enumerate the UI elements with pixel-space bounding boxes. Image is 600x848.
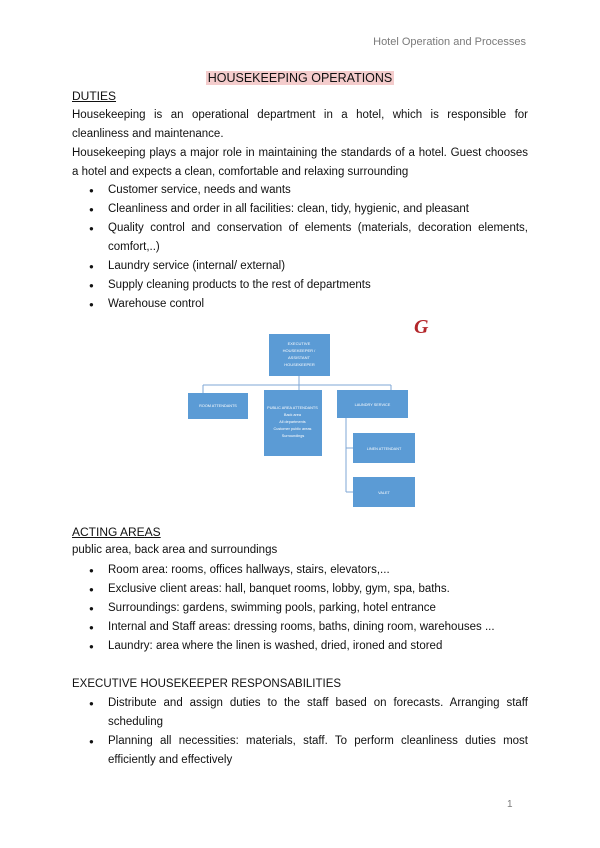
laundry-service-label: LAUNDRY SERVICE bbox=[354, 403, 391, 407]
list-item: ● Distribute and assign duties to the staff based on forecasts. Arranging staff scheduling bbox=[72, 694, 528, 732]
acting-areas-heading: ACTING AREAS bbox=[72, 525, 161, 539]
acting-areas-intro: public area, back area and surroundings bbox=[72, 544, 278, 556]
executive-box-line-3: ASSISTANT bbox=[288, 355, 310, 360]
list-item: ● Planning all necessities: materials, staff. To perform cleanliness duties most efficiently and effectively bbox=[72, 732, 528, 770]
duties-list bbox=[72, 181, 528, 314]
public-area-line-5: Surroundings bbox=[281, 434, 305, 438]
page-number: 1 bbox=[507, 799, 513, 810]
public-area-line-4: Customer public areas bbox=[273, 427, 312, 431]
list-item: ● Internal and Staff areas: dressing rooms, baths, dining room, warehouses ... bbox=[72, 618, 528, 637]
executive-box-line-1: EXECUTIVE bbox=[287, 341, 311, 346]
list-item: ● Laundry service (internal/ external) bbox=[72, 257, 528, 276]
list-item: ● Laundry: area where the linen is washed, dried, ironed and stored bbox=[72, 637, 528, 656]
list-item: ● Supply cleaning products to the rest of departments bbox=[72, 276, 528, 295]
room-attendants-label: ROOM ATTENDANTS bbox=[199, 404, 237, 408]
document-title-text: HOUSEKEEPING OPERATIONS bbox=[207, 71, 393, 85]
list-item: ● Surroundings: gardens, swimming pools, parking, hotel entrance bbox=[72, 599, 528, 618]
duties-heading: DUTIES bbox=[72, 89, 117, 103]
duties-paragraph-1: Housekeeping is an operational department in a hotel, which is responsible for cleanliness and maintenance. bbox=[72, 109, 528, 140]
list-item: ● Warehouse control bbox=[72, 295, 528, 314]
executive-responsibilities-list bbox=[72, 694, 528, 770]
public-area-line-3: All departments bbox=[279, 420, 306, 424]
linen-attendant-label: LINEN ATTENDANT bbox=[366, 447, 402, 451]
executive-box-line-4: HOUSEKEEPER bbox=[284, 362, 315, 367]
list-item: ● Quality control and conservation of elements (materials, decoration elements, comfort,..) bbox=[72, 219, 528, 257]
executive-box-line-2: HOUSEKEEPER / bbox=[282, 348, 316, 353]
document-title bbox=[0, 71, 600, 85]
list-item: ● Room area: rooms, offices hallways, stairs, elevators,... bbox=[72, 561, 528, 580]
list-item: ● Exclusive client areas: hall, banquet rooms, lobby, gym, spa, baths. bbox=[72, 580, 528, 599]
executive-responsibilities-heading: EXECUTIVE HOUSEKEEPER RESPONSABILITIES bbox=[72, 678, 342, 690]
public-area-line-2: Back area bbox=[283, 413, 302, 417]
red-handwritten-mark: G bbox=[414, 316, 429, 338]
public-area-line-1: PUBLIC AREA ATTENDANTS bbox=[267, 406, 318, 410]
duties-paragraph-2: Housekeeping plays a major role in maintaining the standards of a hotel. Guest chooses a hotel and expects a clean, comfortable and relaxing surrounding bbox=[72, 147, 528, 178]
list-item: ● Cleanliness and order in all facilities: clean, tidy, hygienic, and pleasant bbox=[72, 200, 528, 219]
valet-label: VALET bbox=[378, 491, 390, 495]
header-title: Hotel Operation and Processes bbox=[373, 36, 526, 48]
org-chart bbox=[180, 328, 425, 512]
acting-areas-list bbox=[72, 561, 528, 656]
list-item: ● Customer service, needs and wants bbox=[72, 181, 528, 200]
